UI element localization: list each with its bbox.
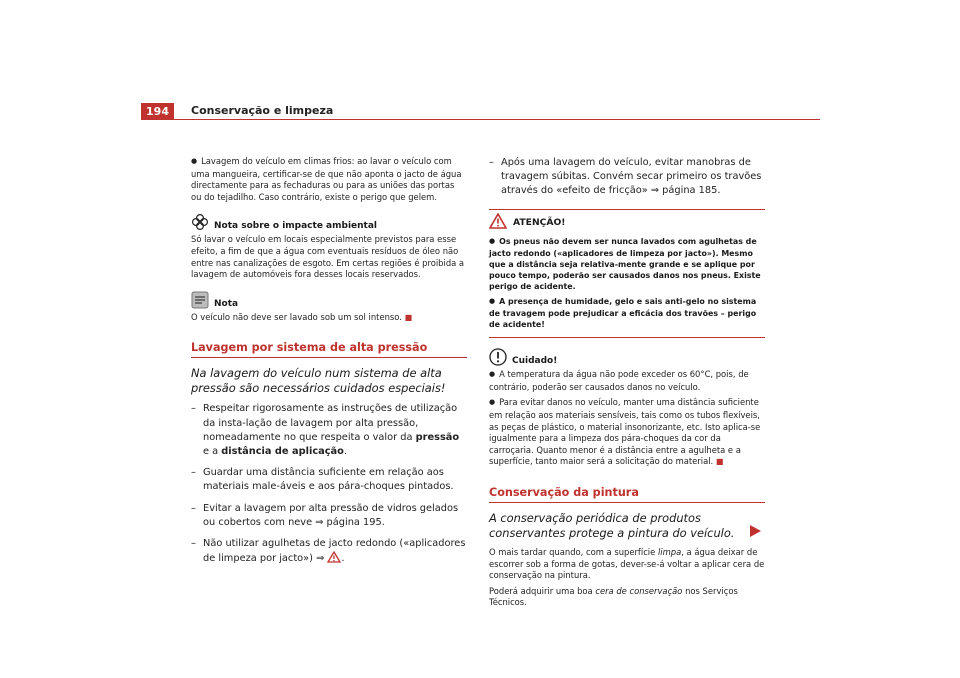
header-rule [141,119,820,120]
env-note-title: Nota sobre o impacte ambiental [214,221,378,232]
section-subtitle-high-pressure: Na lavagem do veículo num sistema de alta pressão são necessários cuidados especiais! [191,366,446,396]
step-item: – Guardar uma distância suficiente em relação aos materiais male-áveis e aos pára-choques pintados. [191,467,454,493]
warning-item: ● Os pneus não devem ser nunca lavados com agulhetas de jacto redondo («aplicadores de limpeza por jacto»). Mesmo que a distância seja relativa-mente grande e se aplique por pouco tempo, poderão ser causados danos nos pneus. Existe perigo de acidente. [489,236,765,293]
warning-box [489,209,765,339]
section-title-paint-care: Conservação da pintura [489,486,765,503]
warning-triangle-icon [327,551,341,568]
page-number: 194 [141,103,174,120]
warning-heading [489,213,765,232]
end-marker-icon: ■ [715,457,724,467]
running-title: Conservação e limpeza [191,104,334,117]
caution-item: ● Para evitar danos no veículo, manter uma distância suficiente em relação aos materiais sensíveis, tais como os tubos flexíveis, as peças de plástico, o material insonorizante, etc. Isto aplica-se igualmente para a limpeza dos pára-choques da cor da carroçaria. Quanto menor é a distância entre a agulheta e a superfície, tanto maior será a solicitação do material. ■ [489,397,765,468]
step-item: – Não utilizar agulhetas de jacto redondo («aplicadores de limpeza por jacto») ⇒ . [191,537,467,568]
warning-title: ATENÇÃO! [513,216,566,228]
note-heading [191,291,467,309]
left-column [191,156,467,575]
step-item: – Após uma lavagem do veículo, evitar manobras de travagem súbitas. Convém secar primeiro os travões através do «efeito de fricção» ⇒ página 185. [489,157,762,197]
section-title-high-pressure: Lavagem por sistema de alta pressão [191,341,467,358]
section-subtitle-paint-care: A conservação periódica de produtos conservantes protege a pintura do veículo. [489,510,735,540]
right-column [489,156,765,609]
flower-icon [191,213,209,231]
note-text: O veículo não deve ser lavado sob um sol intenso. ■ [191,311,413,322]
caution-title: Cuidado! [512,356,558,367]
paint-care-paragraph: O mais tardar quando, com a superfície limpa, a água deixar de escorrer sob a forma de gotas, dever-se-á voltar a aplicar cera de conservação na pintura. [489,546,765,581]
step-item: – Respeitar rigorosamente as instruções de utilização da insta-lação de lavagem por alta pressão, nomeadamente no que respeita o valor da pressão e a distância de aplicação. [191,403,460,457]
continue-arrow-icon [748,523,762,537]
exclamation-circle-icon [489,348,507,366]
intro-bullet: ● Lavagem do veículo em climas frios: ao lavar o veículo com uma mangueira, certificar-se de que não aponta o jacto de água directamente para as fechaduras ou para as uniões das portas ou do tejadilho. Caso contrário, existe o perigo que gelem. [191,156,467,203]
paint-care-paragraph: Poderá adquirir uma boa cera de conservação nos Serviços Técnicos. [489,585,738,608]
env-note-heading [191,213,467,231]
step-item: – Evitar a lavagem por alta pressão de vidros gelados ou cobertos com neve ⇒ página 195. [191,502,459,528]
end-marker-icon: ■ [404,312,413,322]
caution-heading [489,348,765,366]
warning-item: ● A presença de humidade, gelo e sais anti-gelo no sistema de travagem pode prejudicar a eficácia dos travões – perigo de acidente! [489,296,765,331]
warning-triangle-icon [489,213,507,232]
env-note-text: Só lavar o veículo em locais especialmente previstos para esse efeito, a fim de que a água com eventuais resíduos de óleo não entre nas canalizações de esgoto. Em certas regiões é proibida a lavagem de automóveis fora desses locais reservados. [191,234,465,280]
note-icon [191,291,209,309]
caution-item: ● A temperatura da água não pode exceder os 60°C, pois, de contrário, poderão ser causados danos no veículo. [489,369,765,393]
note-title: Nota [214,298,239,309]
